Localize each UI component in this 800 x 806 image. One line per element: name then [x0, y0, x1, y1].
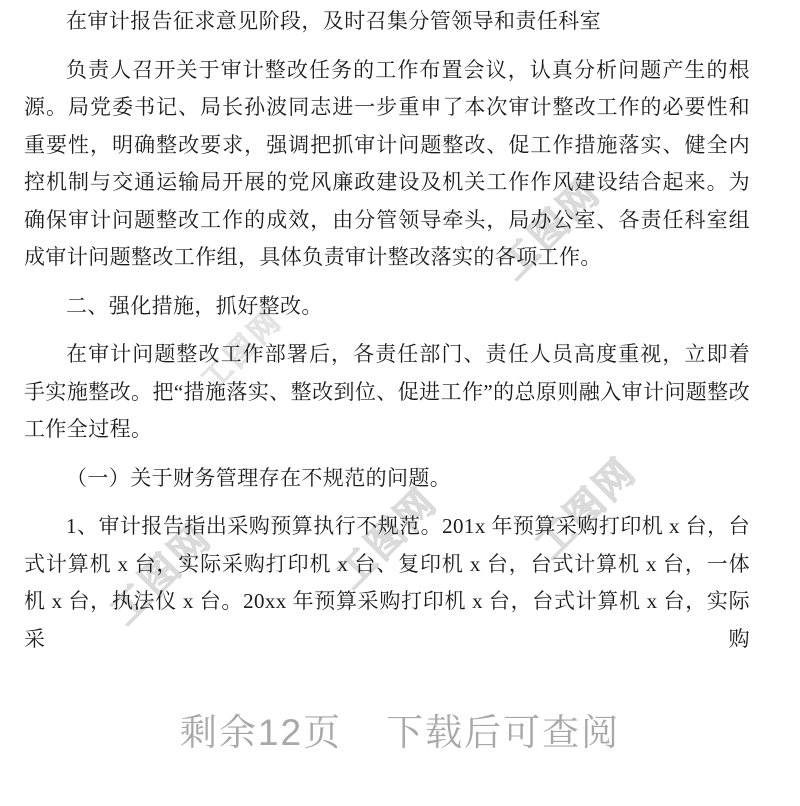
site-watermark: 工图网	[528, 450, 646, 568]
site-watermark: 工图网	[195, 303, 289, 398]
document-text	[24, 3, 750, 669]
paragraph-procurement-issue: 1、审计报告指出采购预算执行不规范。201x 年预算采购打印机 x 台，台式计算机 x 台，实际采购打印机 x 台、复印机 x 台，台式计算机 x 台，一体机 x 台，执法仪 x 台。20xx 年预算采购打印机 x 台，台式计算机 x 台，实际采购	[24, 514, 750, 651]
preview-footer	[0, 702, 800, 756]
heading-subsection-1-1: （一）关于财务管理存在不规范的问题。	[66, 465, 452, 490]
paragraph-meeting-arrangement: 负责人召开关于审计整改任务的工作布置会议，认真分析问题产生的根源。局党委书记、局长孙波同志进一步重申了本次审计整改工作的必要性和重要性，明确整改要求，强调把抓审计问题整改、促工作措施落实、健全内控机制与交通运输局开展的党风廉政建设及机关工作作风建设结合起来。为确保审计问题整改工作的成效，由分管领导牵头，局办公室、各责任科室组成审计问题整改工作组，具体负责审计整改落实的各项工作。	[24, 57, 750, 269]
heading-section-2: 二、强化措施，抓好整改。	[66, 293, 323, 318]
download-hint-label: 下载后可查阅	[386, 712, 621, 753]
paragraph-rectification-start: 在审计问题整改工作部署后，各责任部门、责任人员高度重视，立即着手实施整改。把“措施落实、整改到位、促进工作”的总原则融入审计问题整改工作全过程。	[24, 342, 750, 441]
paragraph-continuation: 在审计报告征求意见阶段，及时召集分管领导和责任科室	[66, 9, 601, 33]
site-watermark: 工图网	[492, 171, 610, 289]
site-watermark: 工图网	[103, 516, 221, 634]
pages-remaining-label: 剩余12页	[179, 712, 343, 753]
site-watermark: 工图网	[329, 480, 447, 598]
